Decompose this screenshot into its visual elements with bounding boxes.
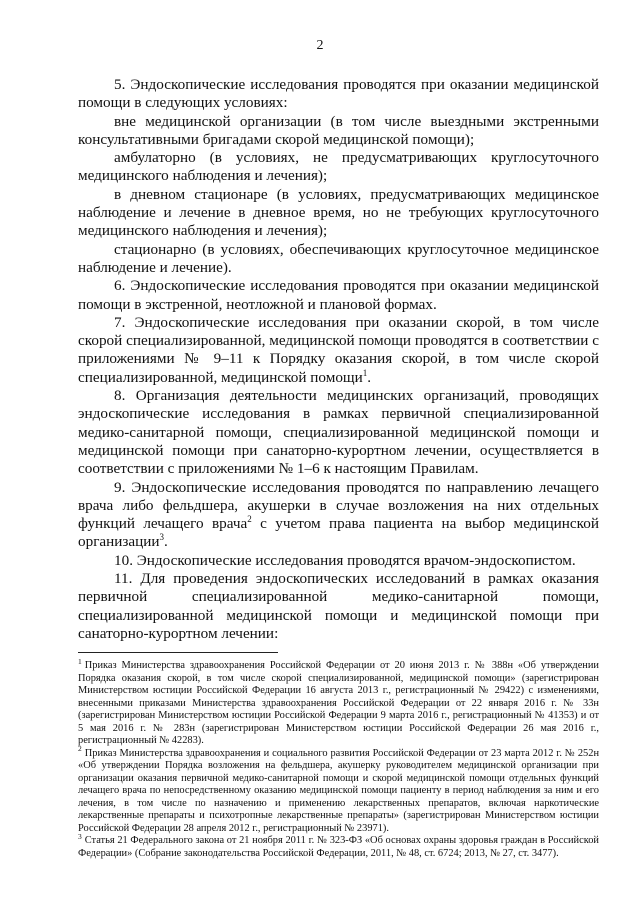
paragraph-7-end: . (367, 368, 372, 386)
paragraph-5: 5. Эндоскопические исследования проводятся при оказании медицинской помощи в следующих условиях: (78, 76, 599, 112)
footnote-2 (78, 744, 599, 836)
paragraph-5-item-outside: вне медицинской организации (в том числе выездными экстренными консультативными бригадами скорой медицинской помощи); (78, 112, 599, 148)
footnote-ref-2: 2 (247, 514, 252, 525)
paragraph-9 (78, 479, 599, 552)
page-number: 2 (316, 38, 324, 53)
footnote-3 (78, 831, 599, 860)
footnote-2-text: Приказ Министерства здравоохранения и социального развития Российской Федерации от 23 марта 2012 г. № 252н «Об утверждении Порядка возложения на фельдшера, акушерку руководителем медицинской организации при организации оказания первичной медико-санитарной помощи и скорой медицинской помощи отдельных функций лечащего врача по непосредственному оказанию медицинской помощи пациенту в период наблюдения за ним и его лечения, в том числе по назначению и применению лекарственных препаратов, включая наркотические лекарственные препараты и психотропные лекарственные препараты» (зарегистрирован Министерством юстиции Российской Федерации 28 апреля 2012 г., регистрационный № 23971). (78, 747, 599, 834)
paragraph-5-item-ambulatory: амбулаторно (в условиях, не предусматривающих круглосуточного медицинского наблюдения и лечения); (78, 149, 599, 185)
footnote-1 (78, 656, 599, 748)
paragraph-9-part1: 9. Эндоскопические исследования проводятся по направлению лечащего врача либо фельдшера, акушерки в случае возложения на них отдельных функций лечащего врача (78, 478, 599, 533)
footnotes (78, 656, 599, 860)
footnote-1-number: 1 (78, 656, 82, 666)
footnote-divider (78, 652, 278, 653)
body-text (78, 76, 599, 643)
paragraph-7 (78, 314, 599, 387)
paragraph-5-item-day-hospital: в дневном стационаре (в условиях, предусматривающих медицинское наблюдение и лечение в дневное время, но не требующих круглосуточного медицинского наблюдения и лечения); (78, 185, 599, 240)
footnote-2-number: 2 (78, 744, 82, 754)
footnote-ref-3: 3 (159, 532, 165, 543)
paragraph-10: 10. Эндоскопические исследования проводятся врачом-эндоскопистом. (114, 551, 576, 569)
footnote-1-text: Приказ Министерства здравоохранения Российской Федерации от 20 июня 2013 г. № 388н «Об утверждении Порядка оказания скорой, в том числе скорой специализированной, медицинской помощи» (зарегистрирован Министерством юстиции Российской Федерации 16 августа 2013 г., регистрационный № 29422) с изменениями, внесенными приказами Министерства здравоохранения Российской Федерации от 22 января 2016 г. № 33н (зарегистрирован Министерством юстиции Российской Федерации 9 марта 2016 г., регистрационный № 41353) и от 5 мая 2016 г. № 283н (зарегистрирован Министерством юстиции Российской Федерации 26 мая 2016 г., регистрационный № 42283). (78, 660, 599, 746)
paragraph-5-item-inpatient: стационарно (в условиях, обеспечивающих круглосуточное медицинское наблюдение и лечение). (78, 240, 599, 276)
paragraph-7-text: 7. Эндоскопические исследования при оказании скорой, в том числе скорой специализированной, медицинской помощи проводятся в соответствии с приложениями № 9–11 к Порядку оказания скорой, в том числе скорой специализированной, медицинской помощи (78, 313, 599, 386)
paragraph-9-end: . (164, 533, 168, 551)
paragraph-11: 11. Для проведения эндоскопических исследований в рамках оказания первичной специализированной медико-санитарной помощи, специализированной медицинской помощи и медицинской помощи при санаторно-курортном лечении: (78, 570, 599, 642)
paragraph-6: 6. Эндоскопические исследования проводятся при оказании медицинской помощи в экстренной, неотложной и плановой формах. (78, 277, 599, 313)
paragraph-9-part2: с учетом права пациента на выбор медицинской организации (78, 515, 599, 551)
footnote-3-number: 3 (78, 831, 82, 841)
footnote-ref-1: 1 (362, 367, 368, 378)
footnote-3-text: Статья 21 Федерального закона от 21 ноября 2011 г. № 323-ФЗ «Об основах охраны здоровья граждан в Российской Федерации» (Собрание законодательства Российской Федерации, 2011, № 48, ст. 6724; 2013, № 27, ст. 3477). (78, 835, 599, 859)
paragraph-8: 8. Организация деятельности медицинских организаций, проводящих эндоскопические исследования в рамках первичной специализированной медико-санитарной помощи, специализированной медицинской помощи и медицинской помощи при санаторно-курортном лечении, осуществляется в соответствии с приложениями № 1–6 к настоящим Правилам. (78, 387, 599, 478)
